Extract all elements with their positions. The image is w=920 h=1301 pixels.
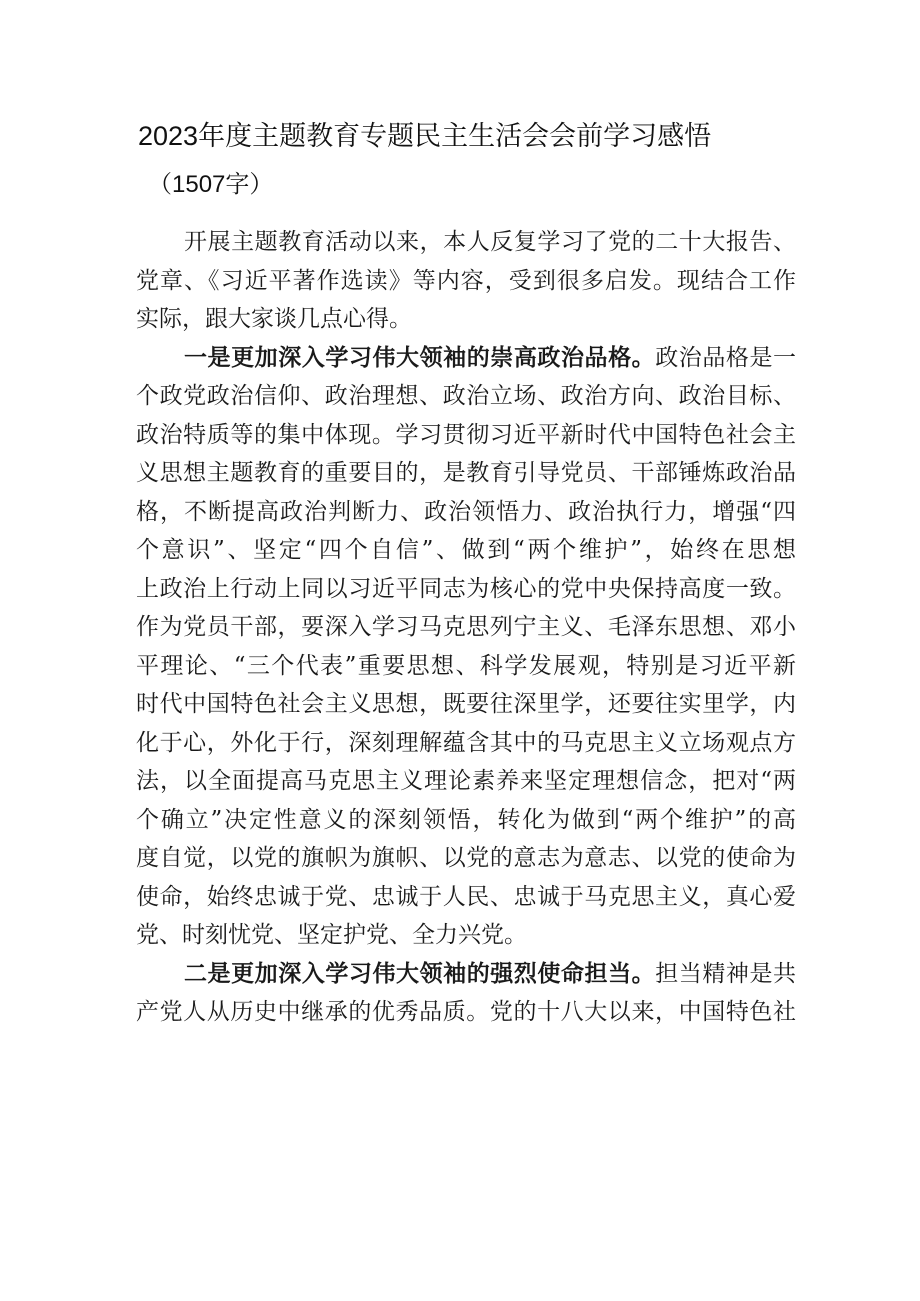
paragraph-2-line-7: 上政治上行动上同以习近平同志为核心的党中央保持高度一致。	[136, 575, 796, 602]
paragraph-2-line-12: 法，以全面提高马克思主义理论素养来坚定理想信念，把对“两	[136, 768, 796, 794]
paragraph-2-line-15: 使命，始终忠诚于党、忠诚于人民、忠诚于马克思主义，真心爱	[136, 883, 796, 910]
word-count: （1507字）	[148, 171, 274, 198]
paragraph-3-line-1-text: 担当精神是共	[655, 960, 797, 987]
paragraph-2-line-2: 个政党政治信仰、政治理想、政治立场、政治方向、政治目标、	[136, 383, 796, 409]
paragraph-2-line-16: 党、时刻忧党、坚定护党、全力兴党。	[136, 922, 527, 948]
paragraph-2-line-9: 平理论、“三个代表”重要思想、科学发展观，特别是习近平新	[136, 652, 796, 679]
paragraph-2-line-8: 作为党员干部，要深入学习马克思列宁主义、毛泽东思想、邓小	[136, 614, 796, 640]
paragraph-2-line-13: 个确立”决定性意义的深刻领悟，转化为做到“两个维护”的高	[136, 806, 796, 833]
paragraph-2-line-5: 格，不断提高政治判断力、政治领悟力、政治执行力，增强“四	[136, 498, 796, 525]
document-title: 2023年度主题教育专题民主生活会会前学习感悟	[138, 121, 712, 151]
paragraph-3-line-1	[136, 955, 796, 994]
paragraph-2-line-1	[136, 339, 796, 378]
paragraph-3-heading: 二是更加深入学习伟大领袖的强烈使命担当。	[184, 960, 656, 987]
paragraph-2-line-10: 时代中国特色社会主义思想，既要往深里学，还要往实里学，内	[136, 691, 796, 717]
paragraph-2-line-4: 义思想主题教育的重要目的，是教育引导党员、干部锤炼政治品	[136, 460, 796, 486]
paragraph-2-line-3: 政治特质等的集中体现。学习贯彻习近平新时代中国特色社会主	[136, 421, 796, 448]
paragraph-2-line-6: 个意识”、坚定“四个自信”、做到“两个维护”，始终在思想	[136, 537, 796, 563]
paragraph-1-line-3: 实际，跟大家谈几点心得。	[136, 306, 412, 332]
document-body	[136, 223, 796, 1032]
paragraph-2-line-11: 化于心，外化于行，深刻理解蕴含其中的马克思主义立场观点方	[136, 729, 796, 756]
paragraph-1-line-1: 开展主题教育活动以来，本人反复学习了党的二十大报告、	[184, 229, 796, 255]
paragraph-1-line-2: 党章、《习近平著作选读》等内容，受到很多启发。现结合工作	[136, 267, 796, 294]
paragraph-3-line-2: 产党人从历史中继承的优秀品质。党的十八大以来，中国特色社	[136, 999, 796, 1025]
paragraph-2-line-14: 度自觉，以党的旗帜为旗帜、以党的意志为意志、以党的使命为	[136, 845, 796, 871]
paragraph-2-line-1-text: 政治品格是一	[655, 344, 797, 371]
paragraph-2-heading: 一是更加深入学习伟大领袖的崇高政治品格。	[184, 344, 656, 371]
